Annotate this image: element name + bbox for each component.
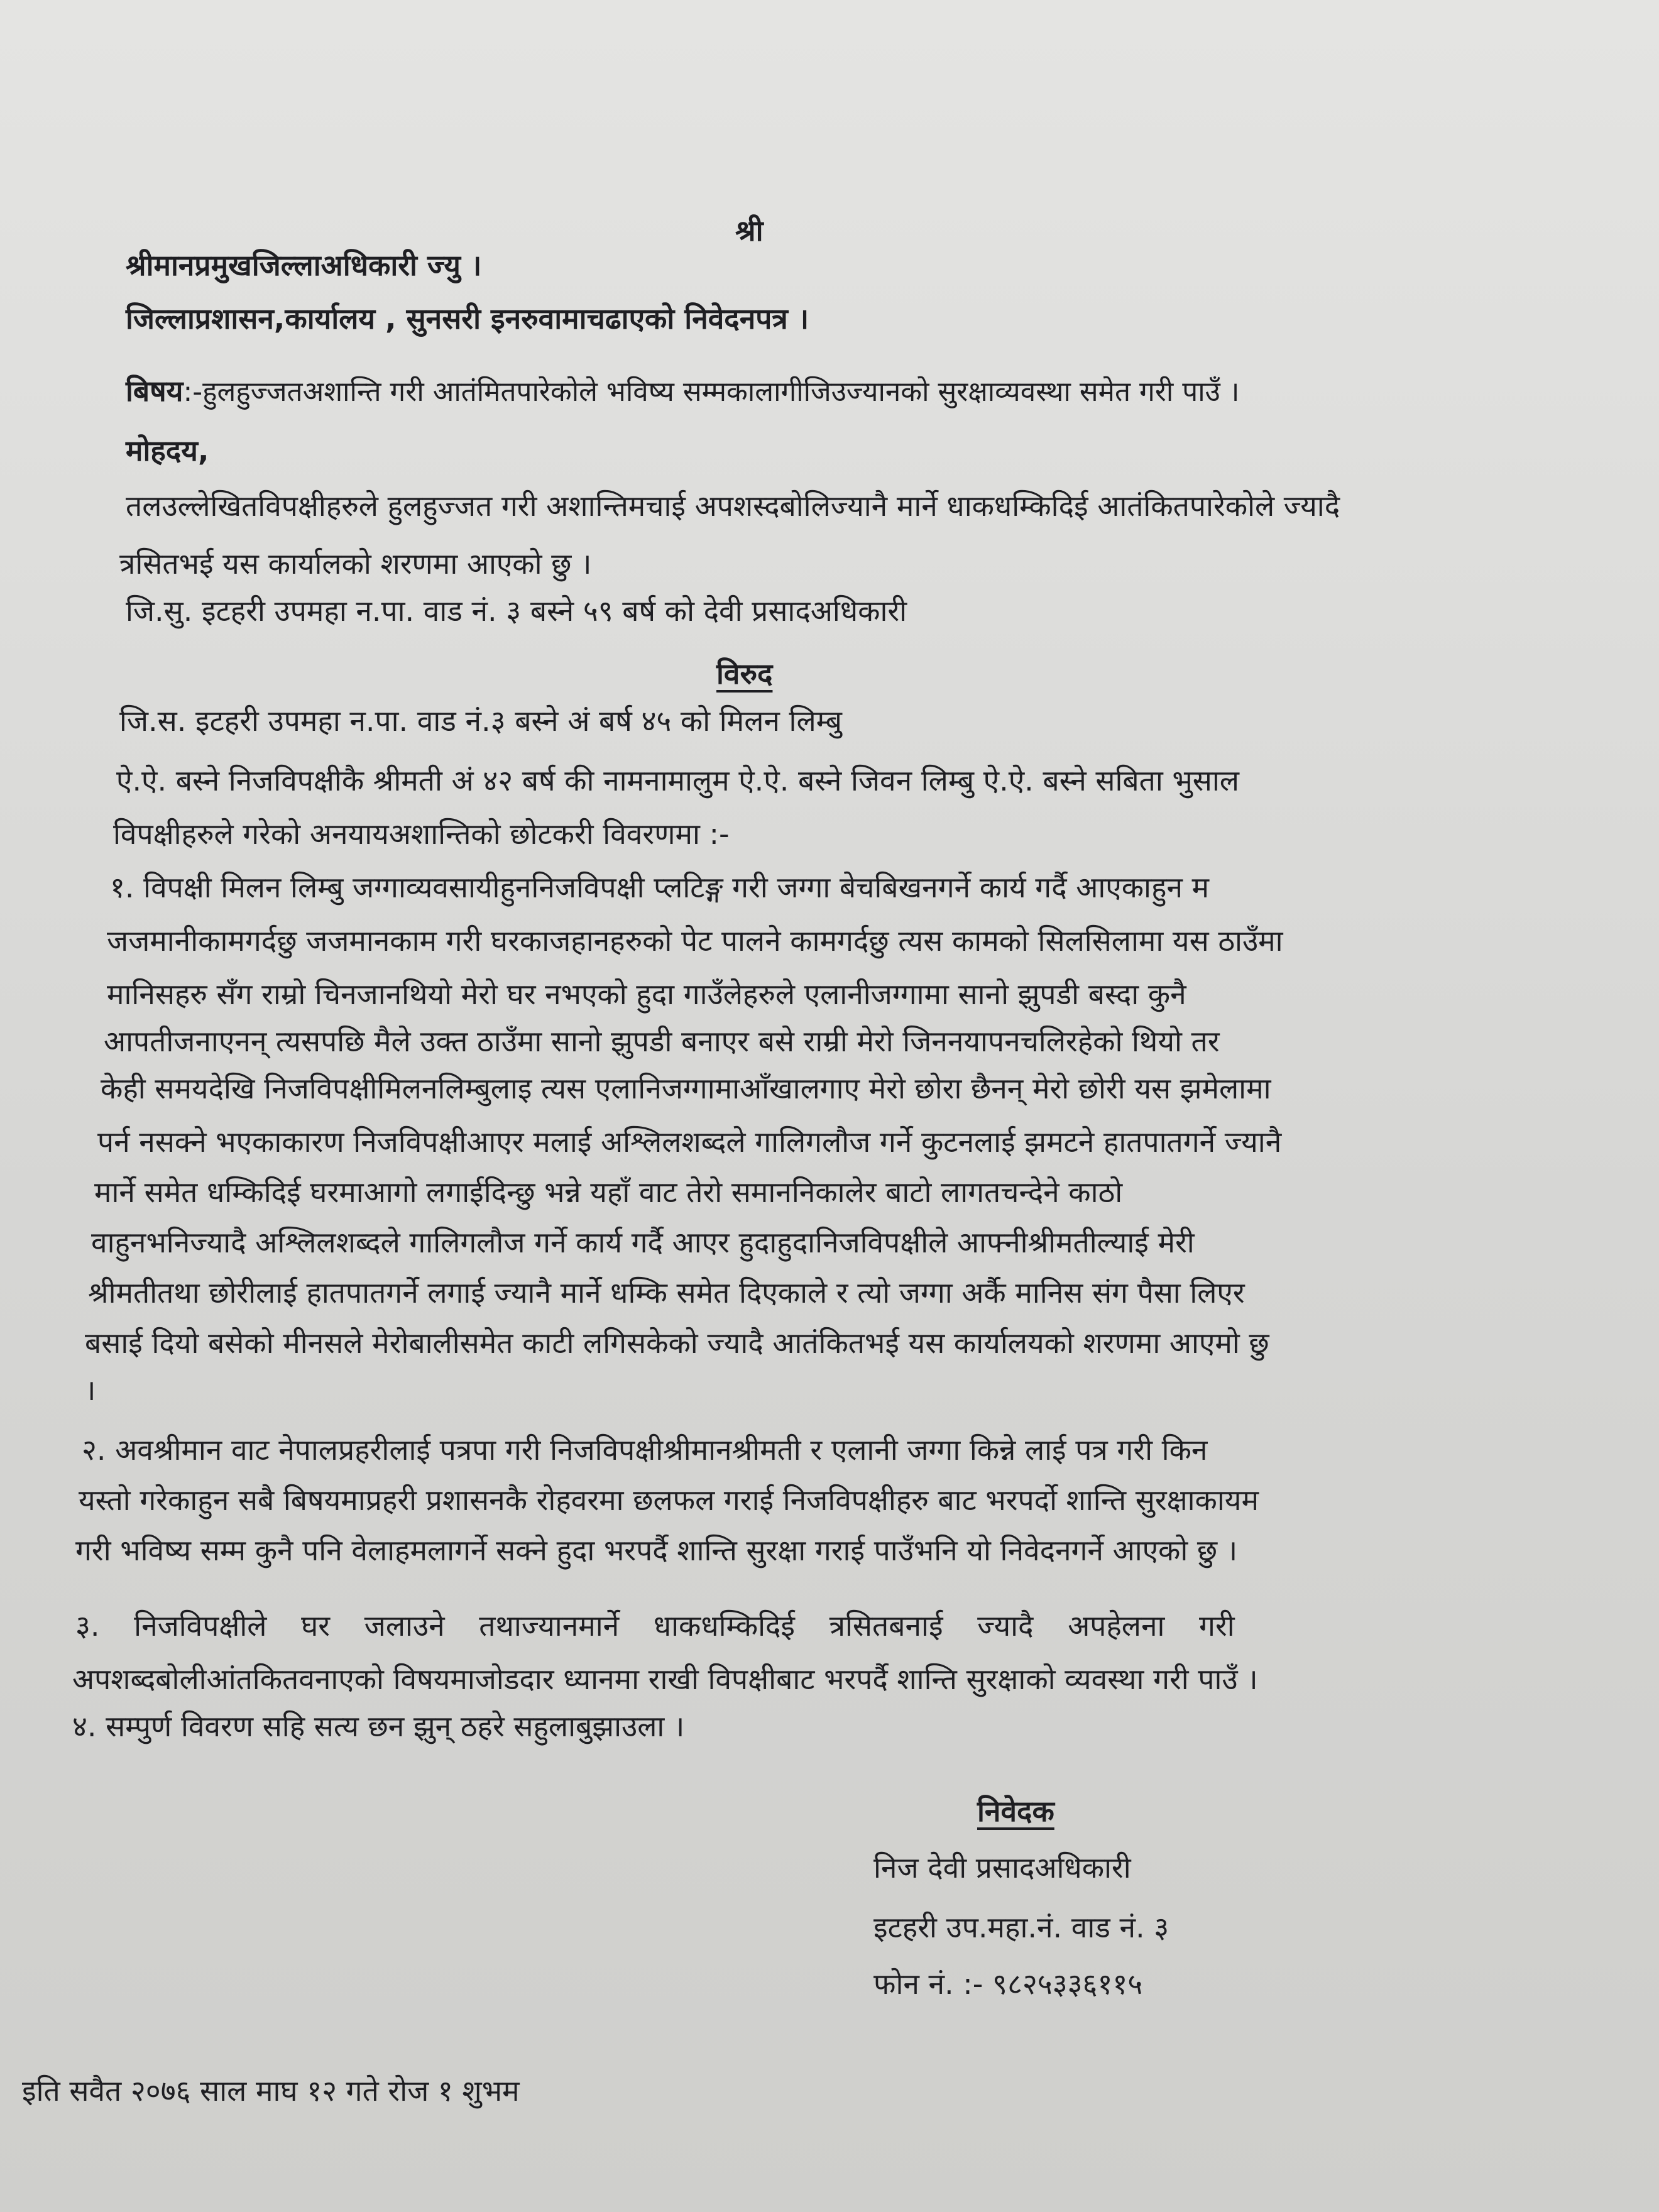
signature-heading: निवेदक: [977, 1794, 1054, 1828]
salutation: मोहदय,: [126, 434, 209, 468]
subject-label: बिषय: [126, 374, 183, 408]
respondent-line-3: विपक्षीहरुले गरेको अनयायअशान्तिको छोटकरी विवरणमा :-: [113, 817, 730, 851]
para1-line-4: आपतीजनाएनन् त्यसपछि मैले उक्त ठाउँमा सानो झुपडी बनाएर बसे राम्री मेरो जिननयापनचलिरहेको थियो तर: [104, 1024, 1220, 1058]
para1-line-3: मानिसहरु सँग राम्रो चिनजानथियो मेरो घर नभएको हुदा गाउँलेहरुले एलानीजग्गामा सानो झुपडी बस्दा कुनै: [107, 977, 1186, 1011]
para1-line-1: १. विपक्षी मिलन लिम्बु जग्गाव्यवसायीहुननिजविपक्षी प्लटिङ्ग गरी जग्गा बेचबिखनगर्ने कार्य गर्दै आएकाहुन म: [110, 870, 1210, 904]
intro-line-2: त्रसितभई यस कार्यालको शरणमा आएको छु ।: [119, 547, 592, 581]
para1-line-9: श्रीमतीतथा छोरीलाई हातपातगर्ने लगाई ज्यानै मार्ने धम्कि समेत दिएकाले र त्यो जग्गा अर्कै मानिस संग पैसा लिएर: [88, 1276, 1245, 1310]
respondent-line-1: जि.स. इटहरी उपमहा न.पा. वाड नं.३ बस्ने अं बर्ष ४५ को मिलन लिम्बु: [119, 704, 842, 738]
para1-line-10: बसाई दियो बसेको मीनसले मेरोबालीसमेत काटी लगिसकेको ज्यादै आतंकितभई यस कार्यालयको शरणमा आएमो छु: [85, 1326, 1269, 1360]
para2-line-1: २. अवश्रीमान वाट नेपालप्रहरीलाई पत्रपा गरी निजविपक्षीश्रीमानश्रीमती र एलानी जग्गा किन्ने लाई पत्र गरी किन: [82, 1433, 1208, 1467]
footer-date: इति सवैत २०७६ साल माघ १२ गते रोज १ शुभम: [22, 2074, 520, 2108]
para1-line-5: केही समयदेखि निजविपक्षीमिलनलिम्बुलाइ त्यस एलानिजग्गामाआँखालगाए मेरो छोरा छैनन् मेरो छोरी यस झमेलामा: [101, 1071, 1271, 1105]
para3-line-1: ३. निजविपक्षीले घर जलाउने तथाज्यानमार्ने धाकधम्किदिई त्रसितबनाई ज्यादै अपहेलना गरी: [75, 1609, 1235, 1643]
signature-phone: फोन नं. :- ९८२५३३६११५: [873, 1967, 1143, 2001]
para2-line-2: यस्तो गरेकाहुन सबै बिषयमाप्रहरी प्रशासनकै रोहवरमा छलफल गराई निजविपक्षीहरु बाट भरपर्दो शान्ति सुरक्षाकायम: [79, 1483, 1259, 1517]
para3-line-2: अपशब्दबोलीआंतकितवनाएको विषयमाजोडदार ध्यानमा राखी विपक्षीबाट भरपर्दै शान्ति सुरक्षाको व्यवस्था गरी पाउँ ।: [72, 1662, 1258, 1696]
subject-line: [126, 374, 1239, 409]
para1-line-7: मार्ने समेत धम्किदिई घरमाआगो लगाईदिन्छु भन्ने यहाँ वाट तेरो समाननिकालेर बाटो लागतचन्देने काठो: [94, 1175, 1123, 1209]
office-line: जिल्लाप्रशासन,कार्यालय , सुनसरी इनरुवामाचढाएको निवेदनपत्र ।: [126, 302, 809, 336]
invocation: श्री: [735, 214, 764, 248]
versus-heading: विरुद: [716, 657, 773, 691]
subject-text: :-हुलहुज्जतअशान्ति गरी आतंमितपारेकोले भविष्य सम्मकालागीजिउज्यानको सुरक्षाव्यवस्था समेत गरी पाउँ ।: [183, 376, 1240, 408]
para1-line-6: पर्न नसक्ने भएकाकारण निजविपक्षीआएर मलाई अश्लिलशब्दले गालिगलौज गर्ने कुटनलाई झमटने हातपातगर्ने ज्यानै: [97, 1125, 1282, 1159]
signature-name: निज देवी प्रसादअधिकारी: [873, 1851, 1131, 1885]
para1-line-2: जजमानीकामगर्दछु जजमानकाम गरी घरकाजहानहरुको पेट पालने कामगर्दछु त्यस कामको सिलसिलामा यस ठाउँमा: [107, 924, 1283, 958]
para1-line-11: ।: [85, 1373, 96, 1407]
addressee: श्रीमानप्रमुखजिल्लाअधिकारी ज्यु ।: [126, 248, 482, 282]
intro-line-1: तलउल्लेखितविपक्षीहरुले हुलहुज्जत गरी अशान्तिमचाई अपशस्दबोलिज्यानै मार्ने धाकधम्किदिई आतंकितपारेकोले ज्यादै: [126, 489, 1340, 523]
para2-line-3: गरी भविष्य सम्म कुनै पनि वेलाहमलागर्ने सक्ने हुदा भरपर्दै शान्ति सुरक्षा गराई पाउँभनि यो निवेदनगर्ने आएको छु ।: [75, 1533, 1238, 1567]
para4: ४. सम्पुर्ण विवरण सहि सत्य छन झुन् ठहरे सहुलाबुझाउला ।: [72, 1709, 685, 1743]
para1-line-8: वाहुनभनिज्यादै अश्लिलशब्दले गालिगलौज गर्ने कार्य गर्दै आएर हुदाहुदानिजविपक्षीले आफ्नीश्रीमतील्याई मेरी: [91, 1225, 1195, 1259]
applicant-line: जि.सु. इटहरी उपमहा न.पा. वाड नं. ३ बस्ने ५९ बर्ष को देवी प्रसादअधिकारी: [126, 594, 907, 628]
respondent-line-2: ऐ.ऐ. बस्ने निजविपक्षीकै श्रीमती अं ४२ बर्ष की नामनामालुम ऐ.ऐ. बस्ने जिवन लिम्बु ऐ.ऐ. बस्ने सबिता भुसाल: [116, 764, 1239, 797]
signature-address: इटहरी उप.महा.नं. वाड नं. ३: [873, 1910, 1169, 1944]
